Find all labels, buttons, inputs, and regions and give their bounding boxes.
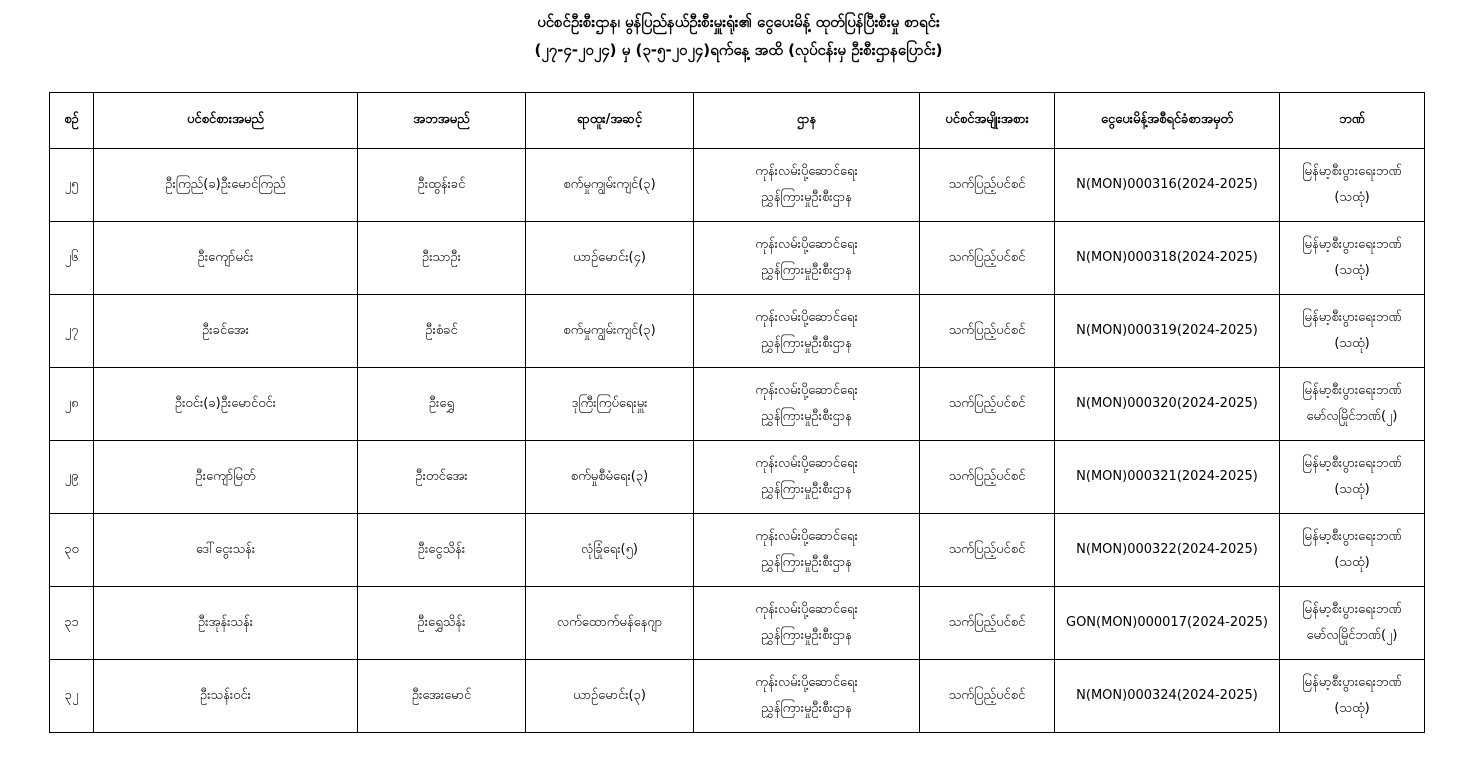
cell-pension-type: သက်ပြည့်ပင်စင် xyxy=(920,295,1055,368)
cell-department-line-1: ကုန်းလမ်းပို့ဆောင်ရေး xyxy=(755,164,858,179)
cell-department xyxy=(694,149,920,222)
pension-roster-table xyxy=(49,92,1425,733)
cell-pension-type: သက်ပြည့်ပင်စင် xyxy=(920,587,1055,660)
cell-bank-line-1: မြန်မာ့စီးပွားရေးဘဏ် xyxy=(1302,383,1402,398)
table-row xyxy=(50,441,1425,514)
cell-department-line-1: ကုန်းလမ်းပို့ဆောင်ရေး xyxy=(755,237,858,252)
cell-department xyxy=(694,441,920,514)
cell-father-name: ဦးတင်အေး xyxy=(358,441,526,514)
cell-department xyxy=(694,295,920,368)
cell-bank-line-2: မော်လမြိုင်ဘဏ်(၂) xyxy=(1306,628,1398,643)
cell-father-name: ဦးငွေသိန်း xyxy=(358,514,526,587)
cell-order-number: N(MON)000319(2024-2025) xyxy=(1055,295,1280,368)
cell-father-name: ဦးရွှေသိန်း xyxy=(358,587,526,660)
header-pension-type: ပင်စင်အမျိုးအစား xyxy=(920,93,1055,149)
header-order-number: ငွေပေးမိန့်အစီရင်ခံစာအမှတ် xyxy=(1055,93,1280,149)
cell-father-name: ဦးထွန်းခင် xyxy=(358,149,526,222)
cell-no: ၃၀ xyxy=(50,514,94,587)
cell-rank: ဒုကြီးကြပ်ရေးမှူး xyxy=(526,368,694,441)
cell-father-name: ဦးအေးမောင် xyxy=(358,660,526,733)
document-title xyxy=(0,8,1477,64)
cell-pension-type: သက်ပြည့်ပင်စင် xyxy=(920,441,1055,514)
cell-pensioner-name: ဒေါ်ငွေးသန်း xyxy=(94,514,358,587)
cell-department xyxy=(694,222,920,295)
cell-pensioner-name: ဦးကျော်မြတ် xyxy=(94,441,358,514)
cell-department-line-1: ကုန်းလမ်းပို့ဆောင်ရေး xyxy=(755,602,858,617)
cell-department-line-1: ကုန်းလမ်းပို့ဆောင်ရေး xyxy=(755,529,858,544)
cell-bank-line-2: (သထုံ) xyxy=(1334,555,1370,570)
table-row xyxy=(50,587,1425,660)
header-department: ဌာန xyxy=(694,93,920,149)
cell-rank: စက်မှုကျွမ်းကျင်(၃) xyxy=(526,295,694,368)
cell-pensioner-name: ဦးခင်အေး xyxy=(94,295,358,368)
cell-pension-type: သက်ပြည့်ပင်စင် xyxy=(920,514,1055,587)
cell-father-name: ဦးရွှေ xyxy=(358,368,526,441)
cell-pensioner-name: ဦးကျော်မင်း xyxy=(94,222,358,295)
cell-order-number: GON(MON)000017(2024-2025) xyxy=(1055,587,1280,660)
cell-rank: ယာဉ်မောင်း(၃) xyxy=(526,660,694,733)
header-rank: ရာထူး/အဆင့် xyxy=(526,93,694,149)
cell-father-name: ဦးသာဦး xyxy=(358,222,526,295)
table-row xyxy=(50,222,1425,295)
cell-bank xyxy=(1280,295,1425,368)
cell-rank: ယာဉ်မောင်း(၄) xyxy=(526,222,694,295)
table-row xyxy=(50,368,1425,441)
cell-pension-type: သက်ပြည့်ပင်စင် xyxy=(920,222,1055,295)
cell-department-line-2: ညွှန်ကြားမှုဦးစီးဌာန xyxy=(761,555,852,570)
cell-bank-line-1: မြန်မာ့စီးပွားရေးဘဏ် xyxy=(1302,164,1402,179)
cell-order-number: N(MON)000316(2024-2025) xyxy=(1055,149,1280,222)
cell-bank-line-2: (သထုံ) xyxy=(1334,336,1370,351)
cell-department-line-2: ညွှန်ကြားမှုဦးစီးဌာန xyxy=(761,701,852,716)
cell-father-name: ဦးစံခင် xyxy=(358,295,526,368)
cell-bank-line-2: (သထုံ) xyxy=(1334,190,1370,205)
cell-no: ၂၅ xyxy=(50,149,94,222)
cell-pensioner-name: ဦးသန်းဝင်း xyxy=(94,660,358,733)
header-no: စဉ် xyxy=(50,93,94,149)
cell-rank: စက်မှုစီမံရေး(၃) xyxy=(526,441,694,514)
cell-order-number: N(MON)000324(2024-2025) xyxy=(1055,660,1280,733)
header-pensioner-name: ပင်စင်စားအမည် xyxy=(94,93,358,149)
cell-no: ၃၁ xyxy=(50,587,94,660)
cell-bank-line-1: မြန်မာ့စီးပွားရေးဘဏ် xyxy=(1302,237,1402,252)
cell-no: ၂၉ xyxy=(50,441,94,514)
cell-order-number: N(MON)000322(2024-2025) xyxy=(1055,514,1280,587)
cell-department xyxy=(694,587,920,660)
cell-order-number: N(MON)000320(2024-2025) xyxy=(1055,368,1280,441)
cell-bank xyxy=(1280,149,1425,222)
cell-pensioner-name: ဦးကြည်(ခ)ဦးမောင်ကြည် xyxy=(94,149,358,222)
cell-bank xyxy=(1280,514,1425,587)
table-header-row xyxy=(50,93,1425,149)
cell-bank-line-2: မော်လမြိုင်ဘဏ်(၂) xyxy=(1306,409,1398,424)
table-row xyxy=(50,514,1425,587)
title-line-2: (၂၇-၄-၂၀၂၄) မှ (၃-၅-၂၀၂၄)ရက်နေ့ အထိ (လုပ်ငန်းမှ ဦးစီးဌာနပြောင်း) xyxy=(534,41,943,59)
cell-bank-line-2: (သထုံ) xyxy=(1334,482,1370,497)
cell-order-number: N(MON)000321(2024-2025) xyxy=(1055,441,1280,514)
cell-department-line-2: ညွှန်ကြားမှုဦးစီးဌာန xyxy=(761,482,852,497)
cell-department-line-1: ကုန်းလမ်းပို့ဆောင်ရေး xyxy=(755,456,858,471)
cell-bank-line-1: မြန်မာ့စီးပွားရေးဘဏ် xyxy=(1302,456,1402,471)
cell-order-number: N(MON)000318(2024-2025) xyxy=(1055,222,1280,295)
cell-department-line-2: ညွှန်ကြားမှုဦးစီးဌာန xyxy=(761,263,852,278)
cell-department-line-2: ညွှန်ကြားမှုဦးစီးဌာန xyxy=(761,190,852,205)
title-line-1: ပင်စင်ဦးစီးဌာန၊ မွန်ပြည်နယ်ဦးစီးမှူးရုံး၏ ငွေပေးမိန့် ထုတ်ပြန်ပြီးစီးမှု စာရင်း xyxy=(537,13,940,31)
cell-bank xyxy=(1280,368,1425,441)
cell-pension-type: သက်ပြည့်ပင်စင် xyxy=(920,368,1055,441)
cell-rank: စက်မှုကျွမ်းကျင်(၃) xyxy=(526,149,694,222)
cell-no: ၂၇ xyxy=(50,295,94,368)
cell-pension-type: သက်ပြည့်ပင်စင် xyxy=(920,660,1055,733)
cell-department xyxy=(694,514,920,587)
cell-department-line-2: ညွှန်ကြားမှုဦးစီးဌာန xyxy=(761,336,852,351)
cell-department-line-1: ကုန်းလမ်းပို့ဆောင်ရေး xyxy=(755,675,858,690)
cell-bank xyxy=(1280,441,1425,514)
header-father-name: အဘအမည် xyxy=(358,93,526,149)
cell-department-line-2: ညွှန်ကြားမှုဦးစီးဌာန xyxy=(761,628,852,643)
table-row xyxy=(50,149,1425,222)
cell-bank xyxy=(1280,222,1425,295)
cell-bank-line-1: မြန်မာ့စီးပွားရေးဘဏ် xyxy=(1302,675,1402,690)
cell-no: ၂၆ xyxy=(50,222,94,295)
cell-bank-line-2: (သထုံ) xyxy=(1334,701,1370,716)
cell-pensioner-name: ဦးအုန်းသန်း xyxy=(94,587,358,660)
cell-department-line-1: ကုန်းလမ်းပို့ဆောင်ရေး xyxy=(755,383,858,398)
cell-department-line-1: ကုန်းလမ်းပို့ဆောင်ရေး xyxy=(755,310,858,325)
cell-bank-line-1: မြန်မာ့စီးပွားရေးဘဏ် xyxy=(1302,310,1402,325)
cell-pensioner-name: ဦးဝင်း(ခ)ဦးမောင်ဝင်း xyxy=(94,368,358,441)
table-body xyxy=(50,149,1425,733)
cell-rank: လုံခြုံရေး(၅) xyxy=(526,514,694,587)
cell-bank xyxy=(1280,587,1425,660)
table-row xyxy=(50,295,1425,368)
cell-rank: လက်ထောက်မန်နေဂျာ xyxy=(526,587,694,660)
cell-bank-line-1: မြန်မာ့စီးပွားရေးဘဏ် xyxy=(1302,529,1402,544)
cell-bank-line-2: (သထုံ) xyxy=(1334,263,1370,278)
cell-no: ၃၂ xyxy=(50,660,94,733)
table-row xyxy=(50,660,1425,733)
cell-department xyxy=(694,368,920,441)
header-bank: ဘဏ် xyxy=(1280,93,1425,149)
cell-bank xyxy=(1280,660,1425,733)
cell-bank-line-1: မြန်မာ့စီးပွားရေးဘဏ် xyxy=(1302,602,1402,617)
cell-pension-type: သက်ပြည့်ပင်စင် xyxy=(920,149,1055,222)
cell-department xyxy=(694,660,920,733)
cell-department-line-2: ညွှန်ကြားမှုဦးစီးဌာန xyxy=(761,409,852,424)
cell-no: ၂၈ xyxy=(50,368,94,441)
